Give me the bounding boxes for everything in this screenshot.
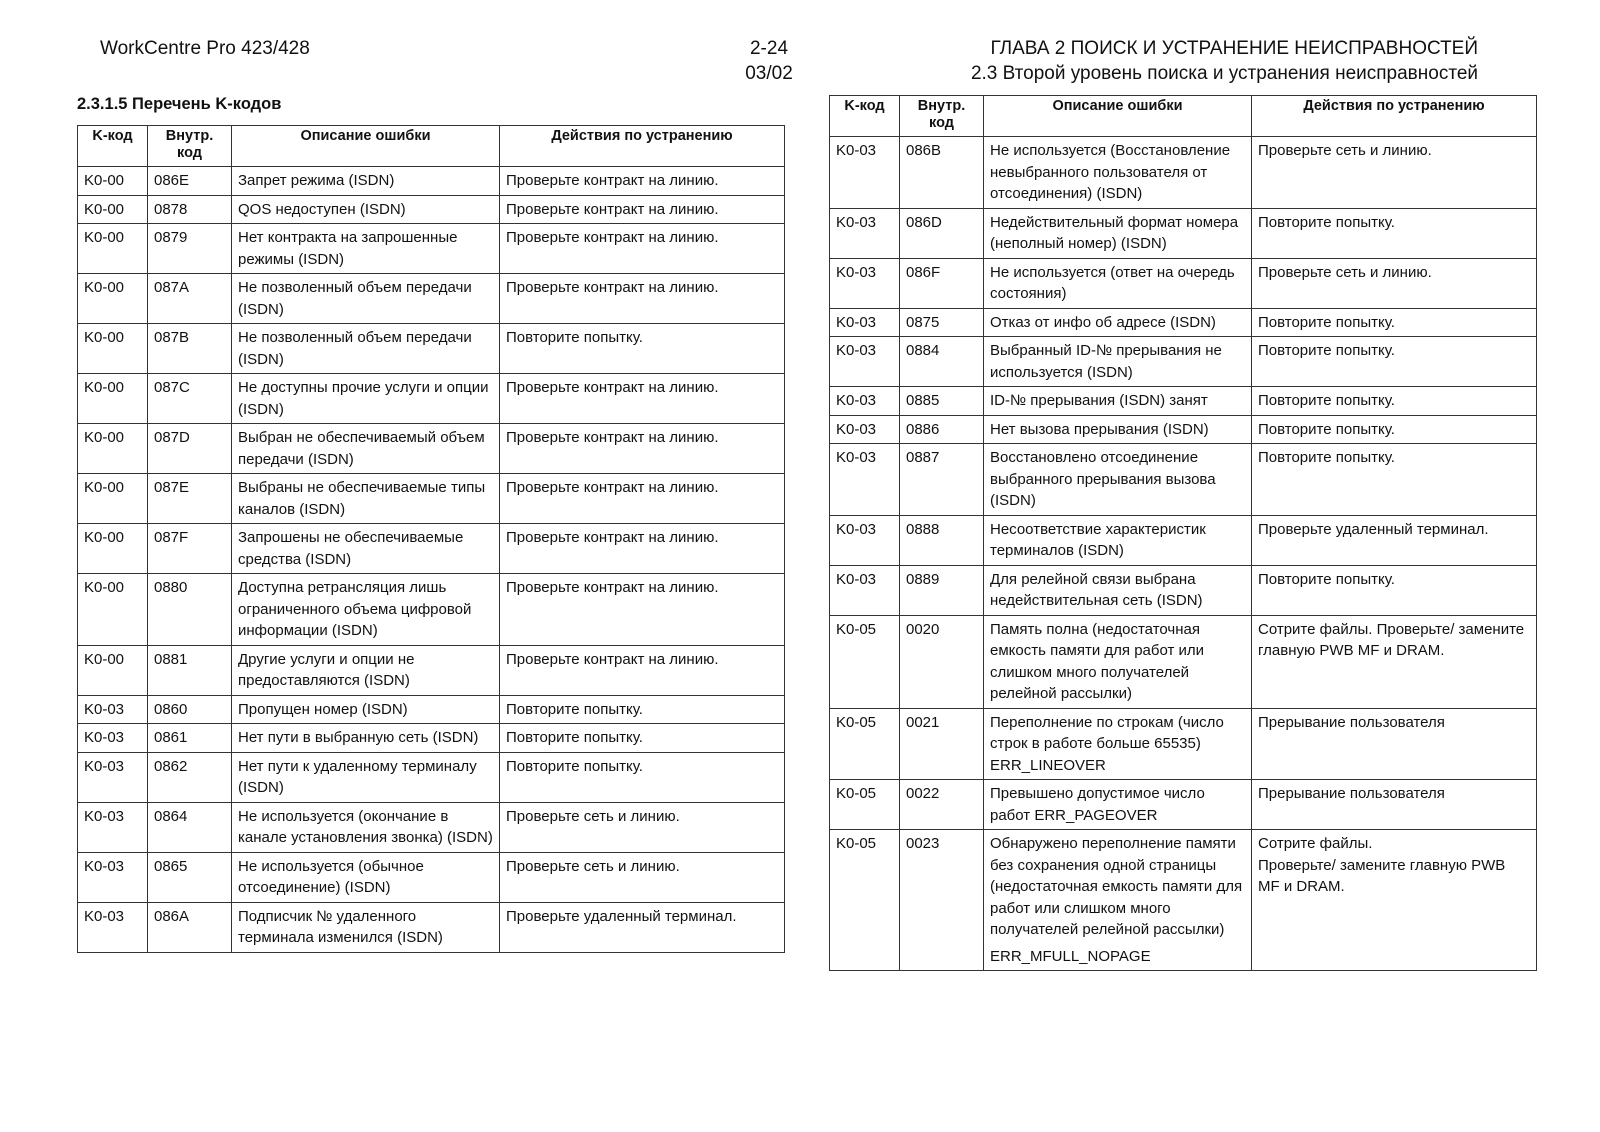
description-cell: Нет пути в выбранную сеть (ISDN): [232, 724, 500, 753]
action-cell: Проверьте сеть и линию.: [1252, 137, 1537, 209]
description-cell: Переполнение по строкам (число строк в работе больше 65535) ERR_LINEOVER: [984, 708, 1252, 780]
table-header-row: [830, 96, 1537, 137]
internal-code-cell: 0862: [148, 752, 232, 802]
action-cell: Повторите попытку.: [1252, 337, 1537, 387]
section-title: 2.3.1.5 Перечень K-кодов: [77, 95, 282, 113]
table-row: [78, 167, 785, 196]
doc-model: WorkCentre Pro 423/428: [100, 38, 310, 59]
internal-code-cell: 087B: [148, 324, 232, 374]
action-cell: Повторите попытку.: [1252, 415, 1537, 444]
table-row: [78, 374, 785, 424]
table-row: [830, 615, 1537, 708]
description-cell: Не используется (обычное отсоединение) (ISDN): [232, 852, 500, 902]
k-code-cell: K0-03: [78, 695, 148, 724]
table-row: [830, 137, 1537, 209]
action-cell: Проверьте удаленный терминал.: [1252, 515, 1537, 565]
k-code-cell: K0-03: [830, 308, 900, 337]
k-code-cell: K0-03: [830, 208, 900, 258]
description-cell: Нет пути к удаленному терминалу (ISDN): [232, 752, 500, 802]
description-cell: Обнаружено переполнение памяти без сохранения одной страницы (недостаточная емкость памяти для работ или слишком много получателей релейной рассылки) ERR_MFULL_NOPAGE: [984, 830, 1252, 971]
k-code-cell: K0-03: [78, 724, 148, 753]
table-row: [830, 708, 1537, 780]
col-header-internal: Внутр. код: [900, 96, 984, 137]
action-cell: Повторите попытку.: [1252, 565, 1537, 615]
description-cell: Несоответствие характеристик терминалов (ISDN): [984, 515, 1252, 565]
internal-code-cell: 0875: [900, 308, 984, 337]
action-cell: Проверьте сеть и линию.: [500, 802, 785, 852]
table-row: [830, 387, 1537, 416]
internal-code-cell: 0880: [148, 574, 232, 646]
k-code-cell: K0-00: [78, 167, 148, 196]
action-cell: Повторите попытку.: [500, 324, 785, 374]
action-cell: Проверьте контракт на линию.: [500, 474, 785, 524]
internal-code-cell: 087F: [148, 524, 232, 574]
internal-code-cell: 0860: [148, 695, 232, 724]
k-code-cell: K0-03: [830, 515, 900, 565]
action-cell: Повторите попытку.: [1252, 308, 1537, 337]
action-cell: Проверьте контракт на линию.: [500, 524, 785, 574]
k-code-cell: K0-00: [78, 574, 148, 646]
table-row: [830, 444, 1537, 516]
action-cell: Повторите попытку.: [500, 724, 785, 753]
description-cell: Не доступны прочие услуги и опции (ISDN): [232, 374, 500, 424]
k-code-cell: K0-00: [78, 324, 148, 374]
page-number: 2-24: [749, 38, 789, 59]
description-cell: Восстановлено отсоединение выбранного прерывания вызова (ISDN): [984, 444, 1252, 516]
description-cell: QOS недоступен (ISDN): [232, 195, 500, 224]
table-row: [78, 524, 785, 574]
table-row: [78, 724, 785, 753]
action-cell: Прерывание пользователя: [1252, 780, 1537, 830]
k-code-cell: K0-03: [830, 444, 900, 516]
col-header-kcode: K-код: [830, 96, 900, 137]
internal-code-cell: 087E: [148, 474, 232, 524]
k-code-cell: K0-00: [78, 645, 148, 695]
k-code-cell: K0-03: [830, 415, 900, 444]
action-cell: Проверьте контракт на линию.: [500, 274, 785, 324]
action-cell: Сотрите файлы. Проверьте/ замените главную PWB MF и DRAM.: [1252, 615, 1537, 708]
action-cell: Проверьте контракт на линию.: [500, 424, 785, 474]
internal-code-cell: 0881: [148, 645, 232, 695]
table-row: [78, 902, 785, 952]
description-cell: Недействительный формат номера (неполный номер) (ISDN): [984, 208, 1252, 258]
action-cell: Прерывание пользователя: [1252, 708, 1537, 780]
table-row: [78, 695, 785, 724]
description-cell: Для релейной связи выбрана недействительная сеть (ISDN): [984, 565, 1252, 615]
description-cell: ID-№ прерывания (ISDN) занят: [984, 387, 1252, 416]
description-cell: Не используется (ответ на очередь состояния): [984, 258, 1252, 308]
k-code-cell: K0-03: [78, 902, 148, 952]
internal-code-cell: 0878: [148, 195, 232, 224]
internal-code-cell: 0865: [148, 852, 232, 902]
col-header-internal: Внутр. код: [148, 126, 232, 167]
col-header-action: Действия по устранению: [500, 126, 785, 167]
table-row: [830, 208, 1537, 258]
description-cell: Нет контракта на запрошенные режимы (ISDN): [232, 224, 500, 274]
description-cell: Не позволенный объем передачи (ISDN): [232, 274, 500, 324]
action-cell: Проверьте контракт на линию.: [500, 195, 785, 224]
action-cell: Проверьте контракт на линию.: [500, 574, 785, 646]
k-code-cell: K0-03: [830, 337, 900, 387]
table-row: [830, 565, 1537, 615]
action-cell: Повторите попытку.: [1252, 208, 1537, 258]
table-row: [78, 574, 785, 646]
internal-code-cell: 0021: [900, 708, 984, 780]
k-code-cell: K0-03: [78, 852, 148, 902]
table-row: [78, 852, 785, 902]
table-row: [78, 224, 785, 274]
description-cell: Не используется (окончание в канале установления звонка) (ISDN): [232, 802, 500, 852]
action-cell: Повторите попытку.: [1252, 444, 1537, 516]
k-code-cell: K0-00: [78, 424, 148, 474]
k-code-cell: K0-05: [830, 708, 900, 780]
k-code-cell: K0-03: [830, 137, 900, 209]
internal-code-cell: 0884: [900, 337, 984, 387]
k-code-cell: K0-00: [78, 224, 148, 274]
description-cell: Другие услуги и опции не предоставляются (ISDN): [232, 645, 500, 695]
table-row: [78, 424, 785, 474]
k-code-cell: K0-00: [78, 474, 148, 524]
internal-code-cell: 0888: [900, 515, 984, 565]
k-code-cell: K0-00: [78, 195, 148, 224]
table-row: [78, 474, 785, 524]
table-row: [830, 308, 1537, 337]
col-header-action: Действия по устранению: [1252, 96, 1537, 137]
table-row: [830, 258, 1537, 308]
k-code-table-right: [829, 95, 1537, 971]
table-row: [830, 780, 1537, 830]
description-cell: Выбран не обеспечиваемый объем передачи (ISDN): [232, 424, 500, 474]
col-header-kcode: K-код: [78, 126, 148, 167]
action-cell: Повторите попытку.: [1252, 387, 1537, 416]
internal-code-cell: 087D: [148, 424, 232, 474]
chapter-title: ГЛАВА 2 ПОИСК И УСТРАНЕНИЕ НЕИСПРАВНОСТЕЙ: [990, 38, 1478, 59]
k-code-cell: K0-03: [830, 565, 900, 615]
action-cell: Проверьте контракт на линию.: [500, 224, 785, 274]
table-row: [830, 515, 1537, 565]
k-code-cell: K0-00: [78, 274, 148, 324]
description-cell: Подписчик № удаленного терминала изменился (ISDN): [232, 902, 500, 952]
table-row: [78, 324, 785, 374]
internal-code-cell: 0864: [148, 802, 232, 852]
description-cell: Запрошены не обеспечиваемые средства (ISDN): [232, 524, 500, 574]
internal-code-cell: 0887: [900, 444, 984, 516]
internal-code-cell: 086F: [900, 258, 984, 308]
col-header-description: Описание ошибки: [984, 96, 1252, 137]
action-cell: Сотрите файлы. Проверьте/ замените главную PWB MF и DRAM.: [1252, 830, 1537, 971]
description-cell: Не используется (Восстановление невыбранного пользователя от отсоединения) (ISDN): [984, 137, 1252, 209]
description-cell: Память полна (недостаточная емкость памяти для работ или слишком много получателей релейной рассылки): [984, 615, 1252, 708]
action-cell: Проверьте контракт на линию.: [500, 645, 785, 695]
internal-code-cell: 0022: [900, 780, 984, 830]
table-row: [78, 195, 785, 224]
internal-code-cell: 086A: [148, 902, 232, 952]
internal-code-cell: 0885: [900, 387, 984, 416]
description-cell: Отказ от инфо об адресе (ISDN): [984, 308, 1252, 337]
description-cell: Не позволенный объем передачи (ISDN): [232, 324, 500, 374]
action-cell: Проверьте сеть и линию.: [500, 852, 785, 902]
internal-code-cell: 0020: [900, 615, 984, 708]
internal-code-cell: 0023: [900, 830, 984, 971]
action-cell: Повторите попытку.: [500, 752, 785, 802]
table-row: [830, 830, 1537, 971]
description-cell: Пропущен номер (ISDN): [232, 695, 500, 724]
k-code-cell: K0-03: [830, 258, 900, 308]
k-code-cell: K0-05: [830, 780, 900, 830]
action-cell: Проверьте контракт на линию.: [500, 374, 785, 424]
k-code-table-left: [77, 125, 785, 953]
revision-date: 03/02: [745, 63, 793, 84]
table-row: [78, 645, 785, 695]
action-cell: Проверьте контракт на линию.: [500, 167, 785, 196]
description-cell: Выбранный ID-№ прерывания не используется (ISDN): [984, 337, 1252, 387]
internal-code-cell: 0886: [900, 415, 984, 444]
internal-code-cell: 0861: [148, 724, 232, 753]
description-cell: Превышено допустимое число работ ERR_PAGEOVER: [984, 780, 1252, 830]
k-code-cell: K0-00: [78, 374, 148, 424]
internal-code-cell: 086D: [900, 208, 984, 258]
internal-code-cell: 086E: [148, 167, 232, 196]
internal-code-cell: 0889: [900, 565, 984, 615]
k-code-cell: K0-03: [830, 387, 900, 416]
table-row: [78, 752, 785, 802]
k-code-cell: K0-05: [830, 830, 900, 971]
internal-code-cell: 087C: [148, 374, 232, 424]
section-heading: 2.3 Второй уровень поиска и устранения неисправностей: [970, 63, 1478, 84]
internal-code-cell: 087A: [148, 274, 232, 324]
k-code-cell: K0-03: [78, 752, 148, 802]
k-code-cell: K0-05: [830, 615, 900, 708]
action-cell: Проверьте сеть и линию.: [1252, 258, 1537, 308]
internal-code-cell: 0879: [148, 224, 232, 274]
action-cell: Повторите попытку.: [500, 695, 785, 724]
k-code-cell: K0-03: [78, 802, 148, 852]
description-cell: Доступна ретрансляция лишь ограниченного объема цифровой информации (ISDN): [232, 574, 500, 646]
action-cell: Проверьте удаленный терминал.: [500, 902, 785, 952]
table-header-row: [78, 126, 785, 167]
table-row: [830, 415, 1537, 444]
col-header-description: Описание ошибки: [232, 126, 500, 167]
internal-code-cell: 086B: [900, 137, 984, 209]
k-code-cell: K0-00: [78, 524, 148, 574]
description-cell: Запрет режима (ISDN): [232, 167, 500, 196]
table-row: [830, 337, 1537, 387]
description-cell: Выбраны не обеспечиваемые типы каналов (ISDN): [232, 474, 500, 524]
table-row: [78, 274, 785, 324]
table-row: [78, 802, 785, 852]
description-cell: Нет вызова прерывания (ISDN): [984, 415, 1252, 444]
